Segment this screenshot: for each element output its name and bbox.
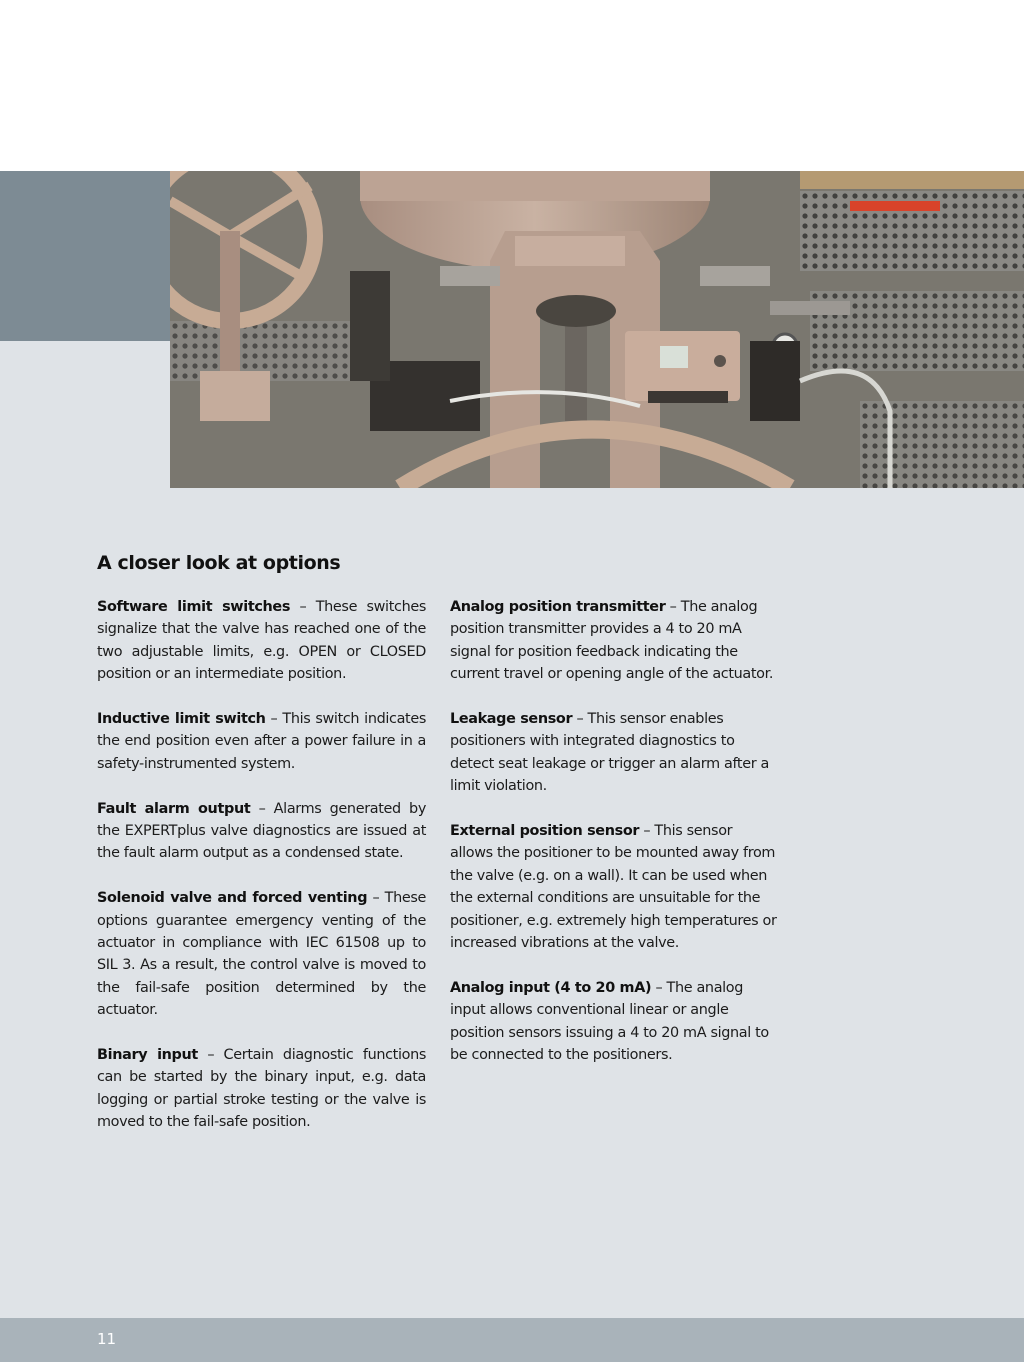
- option-description: – The analog position transmitter provides a 4 to 20 mA signal for position feedback indicating the current travel or opening angle of the actuator.: [450, 599, 774, 683]
- option-description: – These switches signalize that the valve has reached one of the two adjustable limits, e.g. OPEN or CLOSED position or an intermediate position.: [97, 599, 426, 683]
- option-term: External position sensor: [450, 823, 640, 840]
- option-term: Solenoid valve and forced venting: [97, 890, 368, 907]
- option-term: Analog position transmitter: [450, 599, 666, 615]
- option-term: Software limit switches: [97, 599, 291, 615]
- option-term: Inductive limit switch: [97, 711, 266, 728]
- valve-photo: [170, 171, 1024, 488]
- option-analog-input: [450, 977, 779, 1067]
- option-software-limit-switches: [97, 596, 426, 686]
- option-external-position-sensor: [450, 820, 779, 954]
- option-description: – These options guarantee emergency venting of the actuator in compliance with IEC 61508 up to SIL 3. As a result, the control valve is moved to the fail-safe position determined by the actuator.: [97, 890, 426, 1019]
- option-term: Analog input (4 to 20 mA): [450, 979, 652, 996]
- option-term: Leakage sensor: [450, 711, 573, 728]
- option-description: – This sensor enables positioners with integrated diagnostics to detect seat leakage or trigger an alarm after a limit violation.: [450, 711, 769, 795]
- option-inductive-limit-switch: [97, 708, 426, 775]
- option-description: – Alarms generated by the EXPERTplus valve diagnostics are issued at the fault alarm output as a condensed state.: [97, 800, 426, 862]
- page-number: 11: [97, 1330, 117, 1348]
- section-heading: A closer look at options: [97, 552, 341, 574]
- top-margin: [0, 0, 1024, 171]
- option-term: Binary input: [97, 1047, 198, 1064]
- option-term: Fault alarm output: [97, 800, 251, 817]
- left-column: [97, 596, 426, 1156]
- option-solenoid-valve: [97, 887, 426, 1021]
- footer-band: [0, 1318, 1024, 1362]
- option-binary-input: [97, 1044, 426, 1134]
- option-description: – This switch indicates the end position even after a power failure in a safety-instrumented system.: [97, 711, 426, 772]
- option-leakage-sensor: [450, 708, 779, 798]
- option-fault-alarm-output: [97, 798, 426, 865]
- accent-block: [0, 171, 170, 341]
- option-description: – Certain diagnostic functions can be started by the binary input, e.g. data logging or partial stroke testing or the valve is moved to the fail-safe position.: [97, 1047, 426, 1131]
- option-analog-position-transmitter: [450, 596, 779, 686]
- option-description: – The analog input allows conventional linear or angle position sensors issuing a 4 to 20 mA signal to be connected to the positioners.: [450, 979, 769, 1064]
- right-column: [450, 596, 779, 1089]
- option-description: – This sensor allows the positioner to be mounted away from the valve (e.g. on a wall). It can be used when the external conditions are unsuitable for the positioner, e.g. extremely high temperatures or increased vibrations at the valve.: [450, 823, 777, 952]
